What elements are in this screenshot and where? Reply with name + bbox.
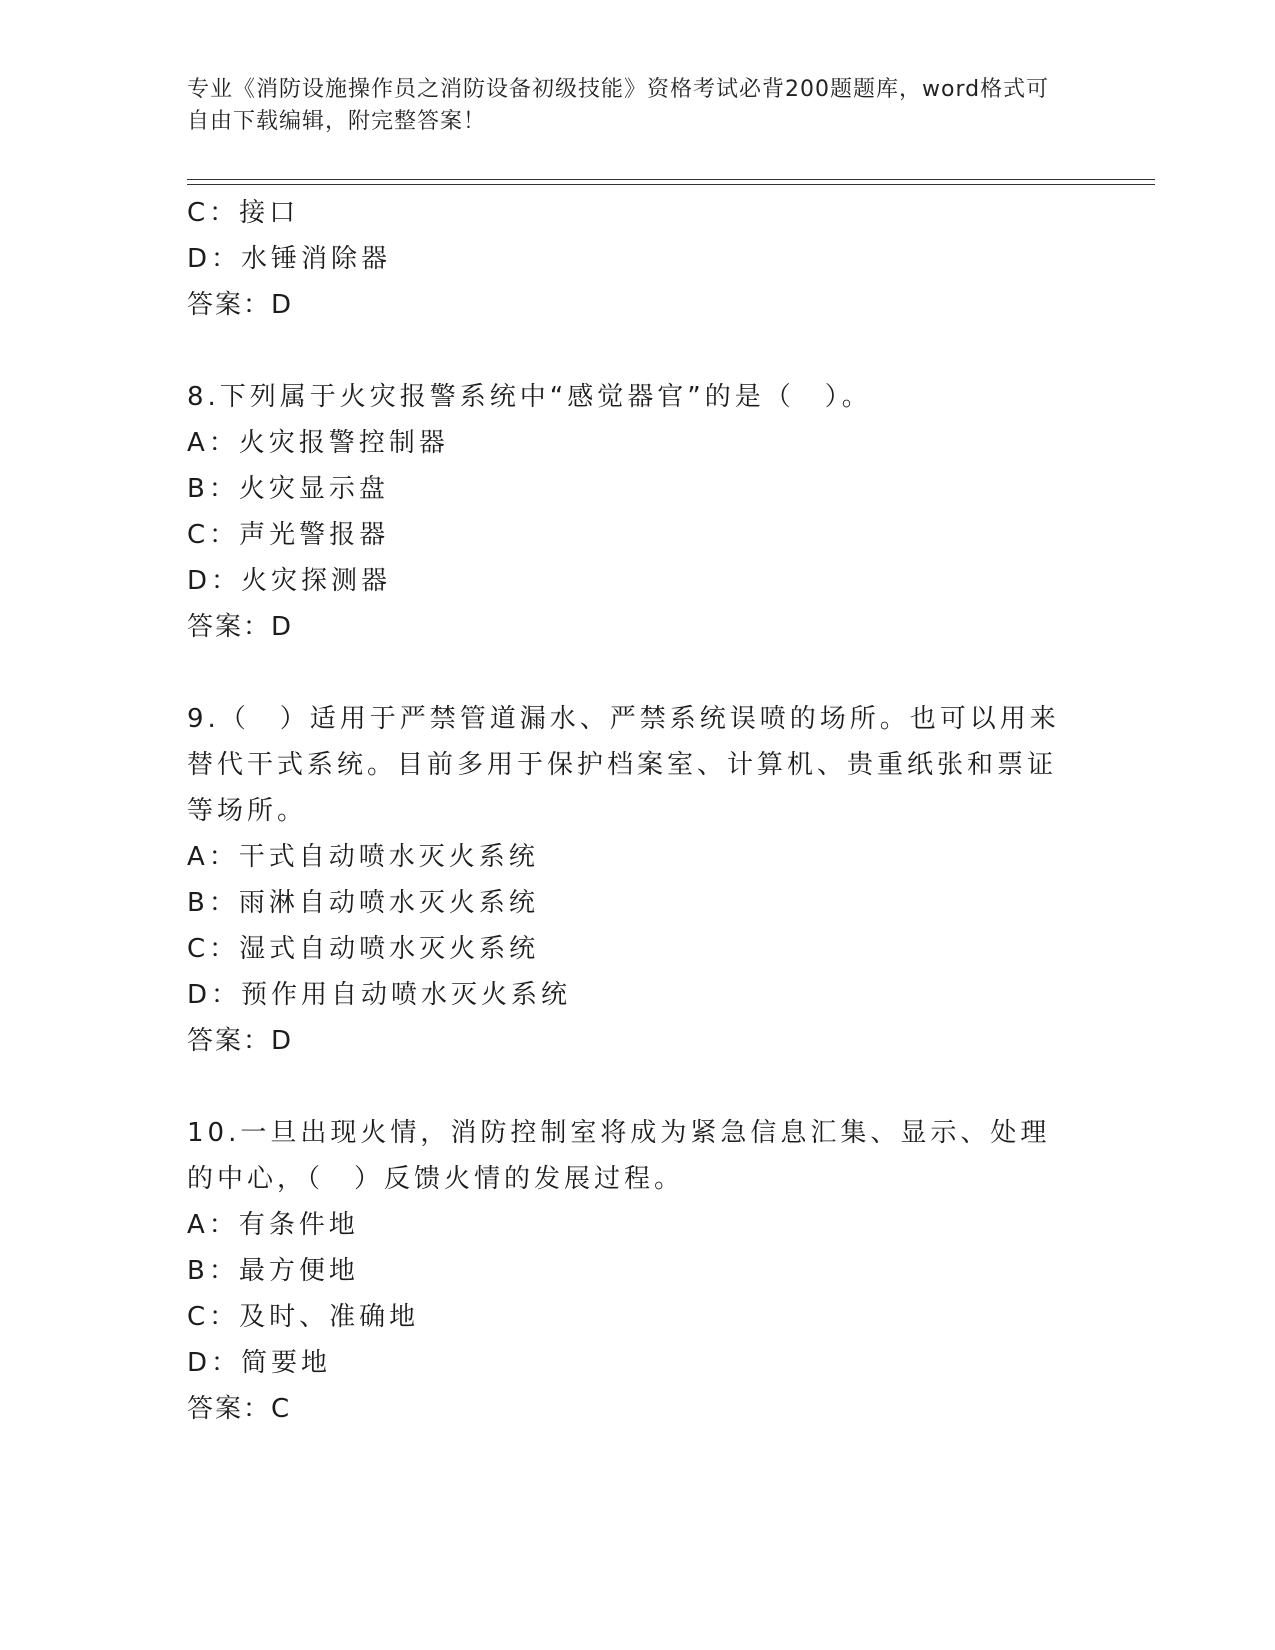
option-d: D：简要地 [187,1348,332,1378]
question-list [187,190,1087,1432]
question-stem: 9.（ ）适用于严禁管道漏水、严禁系统误喷的场所。也可以用来替代干式系统。目前多用于保护档案室、计算机、贵重纸张和票证等场所。 [187,704,1060,826]
question-block-8 [187,374,1087,650]
answer-line: 答案：C [187,1394,292,1424]
option-a: A：火灾报警控制器 [187,428,449,458]
option-d: D：预作用自动喷水灭火系统 [187,980,572,1010]
option-b: B：最方便地 [187,1256,359,1286]
question-stem: 10.一旦出现火情，消防控制室将成为紧急信息汇集、显示、处理的中心，（ ）反馈火情的发展过程。 [187,1118,1051,1194]
option-d: D：火灾探测器 [187,566,392,596]
spacer [187,1064,1087,1110]
question-block-10 [187,1110,1087,1432]
option-c: C：及时、准确地 [187,1302,420,1332]
answer-line: 答案：D [187,290,294,320]
spacer [187,650,1087,696]
answer-line: 答案：D [187,1026,294,1056]
question-block-9 [187,696,1087,1064]
option-d: D：水锤消除器 [187,244,392,274]
spacer [187,328,1087,374]
option-a: A：有条件地 [187,1210,359,1240]
option-c: C：接口 [187,198,300,228]
option-b: B：火灾显示盘 [187,474,389,504]
header-rule-top [187,179,1155,180]
page-header: 专业《消防设施操作员之消防设备初级技能》资格考试必背200题题库，word格式可自由下载编辑，附完整答案！ [187,77,1050,134]
question-stem: 8.下列属于火灾报警系统中“感觉器官”的是（ ）。 [187,382,872,412]
option-c: C：声光警报器 [187,520,390,550]
header-rule-bottom [187,184,1155,185]
option-b: B：雨淋自动喷水灭火系统 [187,888,539,918]
question-block-prev [187,190,1087,328]
option-c: C：湿式自动喷水灭火系统 [187,934,540,964]
option-a: A：干式自动喷水灭火系统 [187,842,539,872]
answer-line: 答案：D [187,612,294,642]
